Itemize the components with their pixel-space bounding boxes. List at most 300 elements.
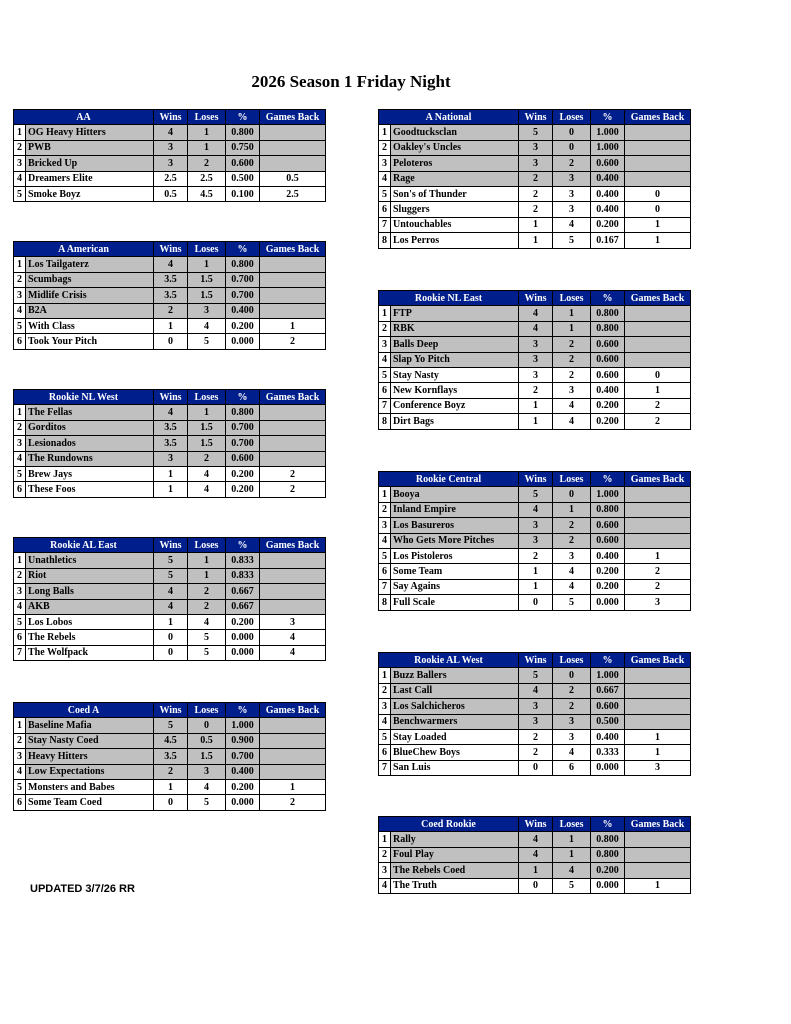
team-name: Los Tailgaterz: [26, 257, 154, 272]
games-back-cell: [260, 257, 326, 272]
team-name: Inland Empire: [391, 502, 519, 517]
wins-cell: 2: [519, 202, 553, 217]
rank-cell: 5: [379, 367, 391, 382]
loses-cell: 0: [553, 668, 591, 683]
wins-header: Wins: [154, 390, 188, 405]
pct-cell: 0.000: [226, 334, 260, 349]
wins-cell: 4: [154, 257, 188, 272]
loses-cell: 3: [553, 729, 591, 744]
team-name: Stay Nasty: [391, 367, 519, 382]
pct-cell: 0.000: [226, 795, 260, 810]
games-back-cell: [625, 156, 691, 171]
team-name: San Luis: [391, 760, 519, 775]
pct-cell: 0.700: [226, 272, 260, 287]
table-row: [379, 337, 691, 352]
loses-cell: 2: [553, 156, 591, 171]
table-row: [14, 482, 326, 497]
rank-cell: 6: [379, 383, 391, 398]
table-row: [379, 518, 691, 533]
pct-cell: 0.400: [591, 548, 625, 563]
team-name: Rage: [391, 171, 519, 186]
games-back-header: Games Back: [625, 110, 691, 125]
loses-cell: 3: [553, 714, 591, 729]
pct-cell: 0.200: [226, 466, 260, 481]
wins-cell: 3: [519, 140, 553, 155]
pct-cell: 0.400: [226, 303, 260, 318]
wins-cell: 1: [519, 217, 553, 232]
rank-cell: 8: [379, 595, 391, 610]
pct-header: %: [591, 817, 625, 832]
team-name: BlueChew Boys: [391, 745, 519, 760]
rank-cell: 3: [379, 518, 391, 533]
team-name: Who Gets More Pitches: [391, 533, 519, 548]
wins-header: Wins: [154, 242, 188, 257]
wins-cell: 4: [519, 683, 553, 698]
team-name: These Foos: [26, 482, 154, 497]
wins-cell: 1: [519, 233, 553, 248]
games-back-cell: [625, 533, 691, 548]
rank-cell: 3: [379, 337, 391, 352]
pct-cell: 0.600: [591, 533, 625, 548]
games-back-cell: 2: [625, 414, 691, 429]
table-row: [379, 140, 691, 155]
rank-cell: 2: [14, 568, 26, 583]
pct-cell: 0.600: [591, 352, 625, 367]
pct-cell: 0.800: [591, 306, 625, 321]
table-row: [379, 352, 691, 367]
team-name: Heavy Hitters: [26, 749, 154, 764]
team-name: Midlife Crisis: [26, 288, 154, 303]
rank-cell: 1: [14, 553, 26, 568]
team-name: Balls Deep: [391, 337, 519, 352]
games-back-cell: [260, 436, 326, 451]
team-name: With Class: [26, 318, 154, 333]
team-name: Say Agains: [391, 579, 519, 594]
loses-cell: 1: [188, 553, 226, 568]
rank-cell: 5: [379, 729, 391, 744]
pct-cell: 0.200: [226, 614, 260, 629]
games-back-cell: [625, 321, 691, 336]
standings-table-rookie-al-west: [378, 652, 691, 776]
games-back-cell: [625, 306, 691, 321]
loses-cell: 4: [188, 466, 226, 481]
pct-cell: 0.200: [226, 482, 260, 497]
wins-header: Wins: [519, 472, 553, 487]
rank-cell: 6: [14, 334, 26, 349]
rank-cell: 5: [379, 548, 391, 563]
games-back-cell: [625, 832, 691, 847]
team-name: The Rebels Coed: [391, 863, 519, 878]
table-row: [14, 125, 326, 140]
loses-cell: 2: [188, 156, 226, 171]
pct-cell: 0.400: [591, 186, 625, 201]
loses-cell: 2: [553, 367, 591, 382]
division-name: AA: [14, 110, 154, 125]
loses-cell: 4: [553, 398, 591, 413]
wins-cell: 3: [154, 140, 188, 155]
team-name: Brew Jays: [26, 466, 154, 481]
table-row: [14, 451, 326, 466]
games-back-cell: [260, 568, 326, 583]
division-name: Rookie AL West: [379, 653, 519, 668]
loses-header: Loses: [188, 390, 226, 405]
table-row: [379, 502, 691, 517]
wins-cell: 0: [519, 595, 553, 610]
team-name: B2A: [26, 303, 154, 318]
rank-cell: 1: [379, 125, 391, 140]
loses-cell: 0: [188, 718, 226, 733]
standings-table-rookie-nl-west: [13, 389, 326, 498]
header-row: [379, 110, 691, 125]
rank-cell: 1: [379, 487, 391, 502]
table-row: [14, 599, 326, 614]
team-name: The Rebels: [26, 630, 154, 645]
wins-cell: 4: [154, 125, 188, 140]
table-row: [14, 405, 326, 420]
rank-cell: 5: [14, 614, 26, 629]
loses-cell: 1.5: [188, 288, 226, 303]
wins-cell: 3.5: [154, 749, 188, 764]
table-row: [14, 764, 326, 779]
team-name: Peloteros: [391, 156, 519, 171]
rank-cell: 1: [14, 405, 26, 420]
wins-cell: 3: [154, 156, 188, 171]
pct-cell: 0.000: [591, 878, 625, 893]
pct-cell: 0.000: [591, 595, 625, 610]
wins-cell: 4: [519, 502, 553, 517]
pct-cell: 0.750: [226, 140, 260, 155]
loses-cell: 3: [553, 548, 591, 563]
loses-cell: 5: [188, 334, 226, 349]
games-back-cell: [260, 125, 326, 140]
loses-cell: 0: [553, 125, 591, 140]
rank-cell: 1: [379, 668, 391, 683]
pct-cell: 0.400: [591, 383, 625, 398]
rank-cell: 6: [14, 482, 26, 497]
table-row: [379, 321, 691, 336]
loses-cell: 1: [553, 321, 591, 336]
pct-cell: 0.833: [226, 568, 260, 583]
header-row: [14, 538, 326, 553]
standings-table-coed-a: [13, 702, 326, 811]
wins-cell: 3.5: [154, 420, 188, 435]
loses-cell: 1.5: [188, 420, 226, 435]
wins-cell: 2: [519, 383, 553, 398]
table-row: [14, 614, 326, 629]
loses-cell: 2: [553, 699, 591, 714]
standings-table-aa: [13, 109, 326, 202]
table-row: [14, 718, 326, 733]
loses-cell: 1: [553, 832, 591, 847]
team-name: Benchwarmers: [391, 714, 519, 729]
team-name: Baseline Mafia: [26, 718, 154, 733]
table-row: [379, 233, 691, 248]
division-name: A National: [379, 110, 519, 125]
games-back-cell: 0.5: [260, 171, 326, 186]
team-name: New Kornflays: [391, 383, 519, 398]
loses-cell: 5: [188, 630, 226, 645]
loses-cell: 5: [188, 645, 226, 660]
header-row: [379, 472, 691, 487]
games-back-cell: [260, 584, 326, 599]
games-back-cell: [260, 764, 326, 779]
games-back-header: Games Back: [625, 817, 691, 832]
wins-cell: 1: [154, 482, 188, 497]
table-row: [379, 186, 691, 201]
games-back-cell: [625, 337, 691, 352]
loses-cell: 2: [188, 584, 226, 599]
header-row: [14, 242, 326, 257]
page-title: 2026 Season 1 Friday Night: [251, 72, 451, 91]
wins-cell: 3: [519, 337, 553, 352]
pct-cell: 0.600: [591, 337, 625, 352]
team-name: Dirt Bags: [391, 414, 519, 429]
loses-cell: 5: [188, 795, 226, 810]
standings-table-a-national: [378, 109, 691, 249]
loses-header: Loses: [188, 703, 226, 718]
games-back-cell: 0: [625, 186, 691, 201]
wins-cell: 0.5: [154, 186, 188, 201]
pct-cell: 0.500: [226, 171, 260, 186]
wins-cell: 2: [519, 186, 553, 201]
table-row: [379, 202, 691, 217]
rank-cell: 3: [14, 156, 26, 171]
games-back-header: Games Back: [260, 390, 326, 405]
rank-cell: 2: [14, 272, 26, 287]
team-name: Lesionados: [26, 436, 154, 451]
team-name: RBK: [391, 321, 519, 336]
pct-cell: 1.000: [591, 487, 625, 502]
pct-cell: 0.333: [591, 745, 625, 760]
table-row: [379, 683, 691, 698]
division-name: Coed Rookie: [379, 817, 519, 832]
loses-cell: 3: [553, 186, 591, 201]
pct-cell: 1.000: [591, 125, 625, 140]
loses-cell: 2: [188, 451, 226, 466]
games-back-cell: 1: [625, 878, 691, 893]
rank-cell: 5: [14, 779, 26, 794]
games-back-cell: [260, 156, 326, 171]
games-back-cell: 2.5: [260, 186, 326, 201]
table-row: [14, 779, 326, 794]
games-back-cell: 2: [625, 579, 691, 594]
division-name: A American: [14, 242, 154, 257]
rank-cell: 7: [14, 645, 26, 660]
team-name: Booya: [391, 487, 519, 502]
loses-cell: 1: [188, 405, 226, 420]
loses-cell: 5: [553, 233, 591, 248]
loses-cell: 1.5: [188, 272, 226, 287]
wins-cell: 1: [519, 414, 553, 429]
games-back-header: Games Back: [260, 242, 326, 257]
header-row: [14, 703, 326, 718]
standings-table-coed-rookie: [378, 816, 691, 894]
loses-cell: 5: [553, 878, 591, 893]
wins-cell: 3: [519, 714, 553, 729]
wins-header: Wins: [519, 653, 553, 668]
team-name: Some Team Coed: [26, 795, 154, 810]
wins-cell: 4: [519, 321, 553, 336]
header-row: [379, 817, 691, 832]
table-row: [379, 487, 691, 502]
wins-cell: 4: [519, 832, 553, 847]
games-back-cell: 1: [260, 779, 326, 794]
games-back-cell: [260, 718, 326, 733]
loses-cell: 4: [553, 414, 591, 429]
team-name: Scumbags: [26, 272, 154, 287]
loses-cell: 0: [553, 140, 591, 155]
table-row: [379, 156, 691, 171]
games-back-header: Games Back: [260, 703, 326, 718]
loses-cell: 3: [553, 171, 591, 186]
rank-cell: 8: [379, 233, 391, 248]
loses-cell: 2: [553, 683, 591, 698]
loses-cell: 4: [553, 579, 591, 594]
wins-cell: 1: [519, 863, 553, 878]
rank-cell: 3: [379, 156, 391, 171]
pct-cell: 0.200: [226, 318, 260, 333]
updated-note: UPDATED 3/7/26 RR: [30, 883, 135, 895]
table-row: [379, 306, 691, 321]
header-row: [379, 653, 691, 668]
table-row: [379, 548, 691, 563]
loses-header: Loses: [553, 291, 591, 306]
rank-cell: 6: [379, 564, 391, 579]
team-name: Stay Nasty Coed: [26, 733, 154, 748]
wins-cell: 3.5: [154, 272, 188, 287]
pct-cell: 0.700: [226, 749, 260, 764]
games-back-cell: [260, 140, 326, 155]
table-row: [14, 272, 326, 287]
rank-cell: 5: [14, 186, 26, 201]
loses-cell: 1: [553, 306, 591, 321]
games-back-cell: [260, 553, 326, 568]
rank-cell: 7: [379, 760, 391, 775]
wins-cell: 5: [519, 125, 553, 140]
table-row: [14, 140, 326, 155]
pct-cell: 0.800: [226, 257, 260, 272]
team-name: Gorditos: [26, 420, 154, 435]
loses-header: Loses: [188, 242, 226, 257]
pct-cell: 0.800: [226, 125, 260, 140]
team-name: Last Call: [391, 683, 519, 698]
header-row: [14, 390, 326, 405]
rank-cell: 3: [379, 863, 391, 878]
wins-cell: 0: [154, 795, 188, 810]
pct-header: %: [591, 653, 625, 668]
loses-cell: 3: [188, 303, 226, 318]
rank-cell: 1: [14, 257, 26, 272]
rank-cell: 7: [379, 579, 391, 594]
games-back-cell: [625, 140, 691, 155]
games-back-cell: 1: [625, 233, 691, 248]
table-row: [379, 847, 691, 862]
rank-cell: 1: [379, 832, 391, 847]
wins-cell: 2: [519, 745, 553, 760]
games-back-cell: [625, 502, 691, 517]
wins-cell: 2: [519, 729, 553, 744]
games-back-cell: [625, 683, 691, 698]
games-back-cell: 1: [625, 548, 691, 563]
rank-cell: 7: [379, 217, 391, 232]
wins-cell: 3: [519, 352, 553, 367]
wins-header: Wins: [519, 110, 553, 125]
pct-cell: 0.200: [591, 398, 625, 413]
pct-header: %: [226, 242, 260, 257]
games-back-header: Games Back: [625, 291, 691, 306]
wins-cell: 5: [519, 668, 553, 683]
wins-cell: 1: [519, 579, 553, 594]
wins-cell: 1: [519, 398, 553, 413]
wins-cell: 0: [154, 334, 188, 349]
games-back-header: Games Back: [625, 653, 691, 668]
rank-cell: 3: [14, 584, 26, 599]
rank-cell: 6: [14, 795, 26, 810]
loses-cell: 1: [553, 847, 591, 862]
wins-header: Wins: [154, 110, 188, 125]
loses-cell: 1: [188, 568, 226, 583]
games-back-header: Games Back: [260, 538, 326, 553]
loses-cell: 2: [553, 533, 591, 548]
loses-cell: 4: [553, 863, 591, 878]
table-row: [379, 863, 691, 878]
standings-table-rookie-central: [378, 471, 691, 611]
wins-cell: 3.5: [154, 288, 188, 303]
table-row: [379, 699, 691, 714]
loses-cell: 0.5: [188, 733, 226, 748]
team-name: Took Your Pitch: [26, 334, 154, 349]
table-row: [14, 186, 326, 201]
rank-cell: 2: [379, 847, 391, 862]
games-back-cell: [260, 405, 326, 420]
loses-cell: 4: [553, 745, 591, 760]
loses-cell: 2: [553, 352, 591, 367]
pct-cell: 0.833: [226, 553, 260, 568]
pct-cell: 0.200: [591, 863, 625, 878]
table-row: [379, 579, 691, 594]
team-name: The Wolfpack: [26, 645, 154, 660]
division-name: Rookie NL East: [379, 291, 519, 306]
table-row: [14, 288, 326, 303]
standings-table-rookie-al-east: [13, 537, 326, 661]
pct-header: %: [226, 703, 260, 718]
rank-cell: 5: [14, 466, 26, 481]
loses-cell: 1: [188, 125, 226, 140]
wins-cell: 0: [519, 760, 553, 775]
pct-cell: 0.600: [226, 451, 260, 466]
rank-cell: 5: [379, 186, 391, 201]
team-name: Full Scale: [391, 595, 519, 610]
wins-cell: 1: [154, 318, 188, 333]
rank-cell: 2: [379, 321, 391, 336]
table-row: [14, 733, 326, 748]
rank-cell: 2: [14, 733, 26, 748]
games-back-cell: 1: [260, 318, 326, 333]
pct-cell: 0.400: [591, 202, 625, 217]
wins-header: Wins: [519, 291, 553, 306]
games-back-cell: [260, 272, 326, 287]
table-row: [14, 420, 326, 435]
team-name: Los Basureros: [391, 518, 519, 533]
games-back-cell: [625, 518, 691, 533]
wins-cell: 2: [519, 548, 553, 563]
pct-cell: 0.100: [226, 186, 260, 201]
rank-cell: 1: [14, 718, 26, 733]
pct-cell: 0.400: [591, 171, 625, 186]
table-row: [379, 414, 691, 429]
table-row: [379, 564, 691, 579]
table-row: [14, 630, 326, 645]
